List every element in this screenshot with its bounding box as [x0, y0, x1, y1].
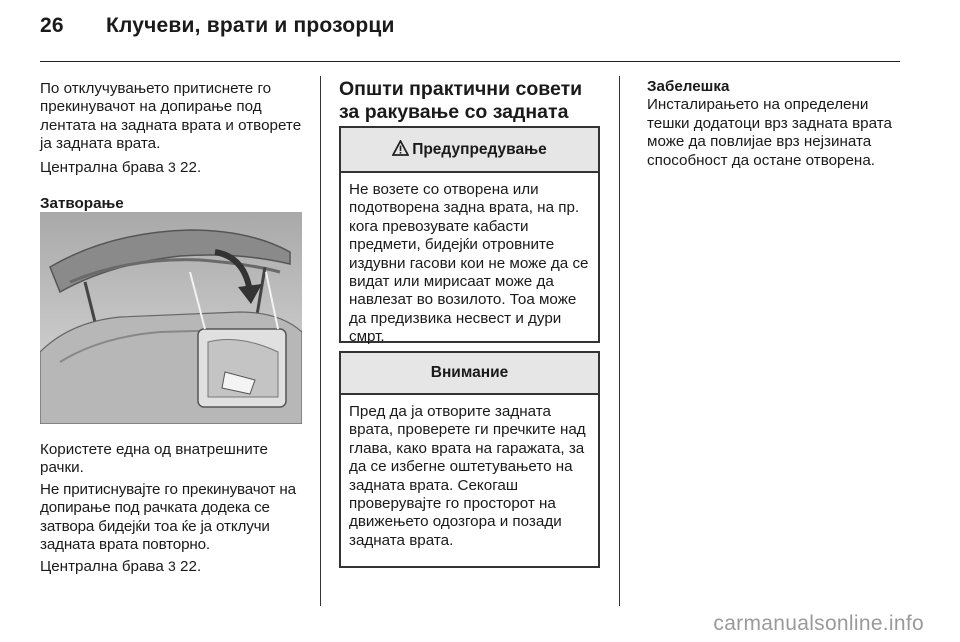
section-heading: Општи практични совети за ракување со задната [339, 78, 583, 123]
caution-text: Пред да ја отворите задната врата, проверете ги пречките над глава, како врата на гаражата, за да се избегне оштетувањето на задната врата. Секогаш проверувајте го просторот на движењето одозгора и позади задната врата. [349, 403, 586, 549]
warning-header [341, 128, 598, 173]
page-header [40, 14, 395, 38]
closing-warning-paragraph: Не притиснувајте го прекинувачот на допирање под рачката додека се затвора бидејќи тоа ќе ја отклучи задната врата повторно. [40, 480, 296, 554]
warning-text: Не возете со отворена или подотворена задна врата, на пр. кога превозувате кабасти предмети, бидејќи отровните издувни гасови кои не може да се видат или мирисаат може да навлезат во возилото. Тоа може да предизвика несвест и дури смрт. [349, 181, 589, 346]
reference-page: 22. [180, 158, 202, 176]
central-lock-reference [40, 158, 308, 177]
warning-box [339, 126, 600, 346]
central-lock-reference-2 [40, 557, 310, 576]
caution-box [339, 351, 600, 568]
reference-arrow-icon: 3 [168, 558, 176, 575]
reference-text: Централна брава [40, 558, 164, 576]
left-column [40, 80, 308, 213]
left-column-lower [40, 441, 310, 577]
watermark: carmanualsonline.info [713, 612, 924, 635]
right-column [647, 78, 897, 170]
column-divider-2 [619, 76, 620, 606]
section-subheading: Затворање [40, 195, 124, 213]
column-divider-1 [320, 76, 321, 606]
reference-arrow-icon: 3 [168, 158, 176, 175]
page-number: 26 [40, 14, 64, 37]
reference-page: 22. [180, 558, 202, 576]
reference-text: Централна брава [40, 158, 164, 176]
note-title: Забелешка [647, 78, 730, 95]
page-title: Клучеви, врати и прозорци [106, 14, 395, 37]
warning-title: Предупредување [412, 141, 547, 158]
handle-paragraph: Користете една од внатрешните рачки. [40, 441, 268, 477]
intro-paragraph: По отклучувањето притиснете го прекинувачот на допирање под лентата на задната врата и отворете ја задната врата. [40, 80, 302, 153]
header-rule [40, 61, 900, 62]
tailgate-closing-illustration [40, 212, 302, 424]
caution-title: Внимание [341, 353, 598, 395]
note-text: Инсталирањето на определени тешки додатоци врз задната врата може да повлијае врз нејзината способност да остане отворена. [647, 96, 892, 169]
warning-triangle-icon [392, 130, 409, 173]
